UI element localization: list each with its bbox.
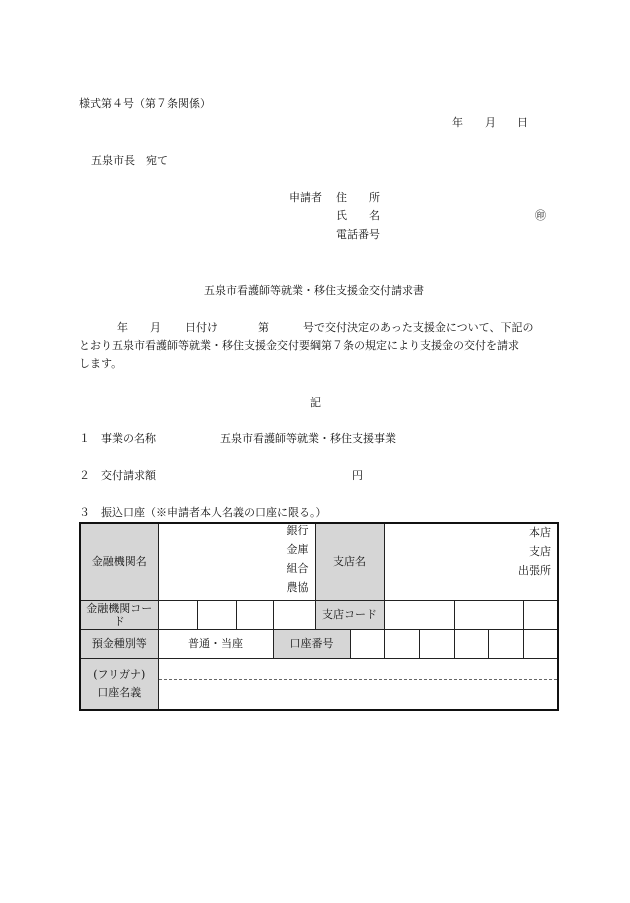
branch-code-digit[interactable] [454, 601, 523, 630]
account-number-digit[interactable] [384, 630, 419, 659]
bank-type-kinko: 金庫 [286, 543, 309, 556]
bank-account-table [79, 522, 559, 711]
address-label: 住 所 [336, 191, 380, 204]
item2-unit: 円 [352, 469, 363, 482]
account-number-digit[interactable] [419, 630, 454, 659]
branch-type-honten: 本店 [529, 526, 552, 539]
branch-type-shiten: 支店 [529, 545, 552, 558]
account-number-digit[interactable] [488, 630, 523, 659]
bank-code-label: 金融機関コード [80, 601, 158, 630]
account-holder-field[interactable] [158, 659, 558, 710]
name-label: 氏 名 [336, 209, 380, 222]
bank-code-digit[interactable] [158, 601, 197, 630]
item1-value: 五泉市看護師等就業・移住支援事業 [220, 432, 396, 445]
body-month: 月 [150, 321, 161, 334]
ki-heading: 記 [310, 396, 321, 409]
bank-type-kumiai: 組合 [286, 562, 309, 575]
date-year-label: 年 [452, 116, 463, 129]
bank-name-label: 金融機関名 [80, 523, 158, 601]
branch-name-label: 支店名 [315, 523, 384, 601]
body-line3: します。 [79, 357, 123, 370]
document-title: 五泉市看護師等就業・移住支援金交付請求書 [204, 284, 424, 297]
bank-code-digit[interactable] [197, 601, 236, 630]
holder-label: 口座名義 [97, 686, 142, 700]
body-dated: 日付け [185, 321, 218, 334]
account-holder-label-cell [80, 659, 158, 710]
branch-name-field[interactable] [384, 523, 558, 601]
bank-type-nokyo: 農協 [286, 581, 309, 594]
applicant-label: 申請者 [289, 191, 322, 204]
item1-label: １ 事業の名称 [79, 432, 156, 445]
account-number-digit[interactable] [454, 630, 488, 659]
item2-label: ２ 交付請求額 [79, 469, 156, 482]
bank-type-bank: 銀行 [286, 524, 309, 537]
furigana-label: (フリガナ) [93, 668, 146, 682]
bank-code-digit[interactable] [273, 601, 315, 630]
date-day-label: 日 [517, 116, 528, 129]
branch-code-digit[interactable] [523, 601, 558, 630]
branch-code-label: 支店コード [315, 601, 384, 630]
bank-name-field[interactable] [158, 523, 315, 601]
item3-label: ３ 振込口座（※申請者本人名義の口座に限る。） [79, 506, 327, 519]
furigana-line [159, 659, 558, 680]
body-line2: とおり五泉市看護師等就業・移住支援金交付要綱第７条の規定により支援金の交付を請求 [79, 339, 519, 352]
body-dai: 第 [258, 321, 269, 334]
seal-mark: ㊞ [535, 209, 546, 222]
account-number-digit[interactable] [523, 630, 558, 659]
deposit-type-label: 預金種別等 [80, 630, 158, 659]
account-number-label: 口座番号 [273, 630, 350, 659]
branch-type-shucchojo: 出張所 [518, 564, 552, 577]
form-number: 様式第４号（第７条関係） [79, 97, 211, 110]
addressee: 五泉市長 宛て [91, 154, 168, 167]
account-number-digit[interactable] [350, 630, 384, 659]
phone-label: 電話番号 [336, 228, 380, 241]
body-year: 年 [117, 321, 128, 334]
date-month-label: 月 [485, 116, 496, 129]
body-line1-rest: 号で交付決定のあった支援金について、下記の [303, 321, 534, 334]
branch-code-digit[interactable] [384, 601, 454, 630]
deposit-type-value[interactable]: 普通・当座 [158, 630, 273, 659]
bank-code-digit[interactable] [236, 601, 273, 630]
